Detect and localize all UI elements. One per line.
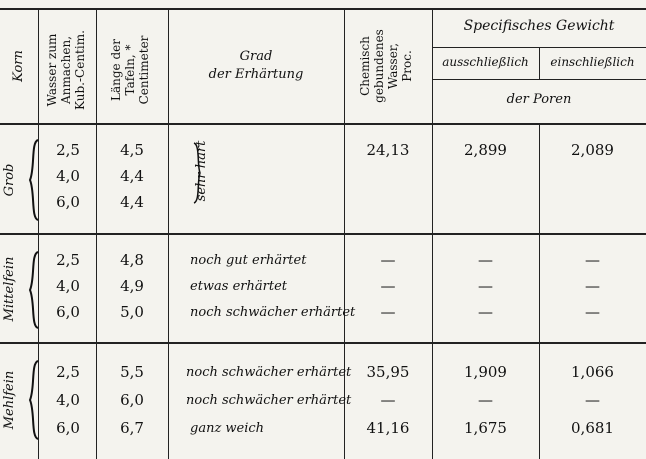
header-grad: Grad der Erhärtung <box>208 49 304 82</box>
brace-grad-icon <box>192 141 202 205</box>
g2-wasser-1: 2,5 <box>56 251 80 269</box>
g3-grad-3: ganz weich <box>190 421 265 436</box>
g3-chem-3: 41,16 <box>366 419 410 437</box>
g1-wasser-1: 2,5 <box>56 141 80 159</box>
g3-aus-3: 1,675 <box>464 419 507 437</box>
g3-aus-2: — <box>478 391 493 409</box>
g3-laenge-3: 6,7 <box>120 419 144 437</box>
g2-wasser-2: 4,0 <box>56 277 80 295</box>
header-chem: Chemisch gebundenes Wasser, Proc. <box>358 29 414 103</box>
brace-mittelfein-icon <box>27 250 41 330</box>
g2-ein-3: — <box>585 303 600 321</box>
g3-wasser-2: 4,0 <box>56 391 80 409</box>
header-spez: Specifisches Gewicht <box>463 18 615 34</box>
g2-aus-3: — <box>478 303 493 321</box>
g1-aus: 2,899 <box>464 141 507 159</box>
header-ein: einschließlich <box>550 55 635 69</box>
g1-wasser-3: 6,0 <box>56 193 80 211</box>
brace-grob-icon <box>27 138 41 222</box>
korn-mehlfein: Mehlfein <box>2 370 17 430</box>
g2-laenge-3: 5,0 <box>120 303 144 321</box>
g2-chem-1: — <box>380 251 396 269</box>
header-korn: Korn <box>11 50 26 82</box>
g3-laenge-2: 6,0 <box>120 391 144 409</box>
g3-chem-2: — <box>380 391 396 409</box>
g1-laenge-2: 4,4 <box>120 167 144 185</box>
g2-grad-1: noch gut erhärtet <box>190 253 307 268</box>
header-aus: ausschließlich <box>442 55 529 69</box>
g2-aus-2: — <box>478 277 493 295</box>
g3-ein-2: — <box>585 391 600 409</box>
g1-chem: 24,13 <box>366 141 410 159</box>
g1-grad: sehr hart <box>194 140 209 202</box>
g3-wasser-3: 6,0 <box>56 419 80 437</box>
g3-laenge-1: 5,5 <box>120 363 144 381</box>
header-wasser: Wasser zum Anmachen, Kub.-Centim. <box>45 30 87 110</box>
g1-ein: 2,089 <box>571 141 614 159</box>
g1-laenge-1: 4,5 <box>120 141 144 159</box>
g2-chem-2: — <box>380 277 396 295</box>
g2-ein-2: — <box>585 277 600 295</box>
g2-ein-1: — <box>585 251 600 269</box>
g2-chem-3: — <box>380 303 396 321</box>
header-laenge: Länge der Tafeln, * Centimeter <box>109 35 151 105</box>
g3-chem-1: 35,95 <box>366 363 410 381</box>
g3-ein-3: 0,681 <box>571 419 614 437</box>
g3-aus-1: 1,909 <box>464 363 507 381</box>
g1-wasser-2: 4,0 <box>56 167 80 185</box>
g3-grad-1: noch schwächer erhärtet <box>186 365 352 380</box>
rule-poren <box>432 79 646 80</box>
g2-laenge-2: 4,9 <box>120 277 144 295</box>
g3-ein-1: 1,066 <box>571 363 614 381</box>
g3-grad-2: noch schwächer erhärtet <box>186 393 352 408</box>
g1-laenge-3: 4,4 <box>120 193 144 211</box>
korn-mittelfein: Mittelfein <box>2 256 17 322</box>
g3-wasser-1: 2,5 <box>56 363 80 381</box>
g2-wasser-3: 6,0 <box>56 303 80 321</box>
g2-grad-2: etwas erhärtet <box>190 279 287 294</box>
korn-grob: Grob <box>2 163 17 197</box>
g2-laenge-1: 4,8 <box>120 251 144 269</box>
g2-grad-3: noch schwächer erhärtet <box>190 305 356 320</box>
header-poren: der Poren <box>506 92 572 107</box>
brace-mehlfein-icon <box>27 359 41 441</box>
g2-aus-1: — <box>478 251 493 269</box>
